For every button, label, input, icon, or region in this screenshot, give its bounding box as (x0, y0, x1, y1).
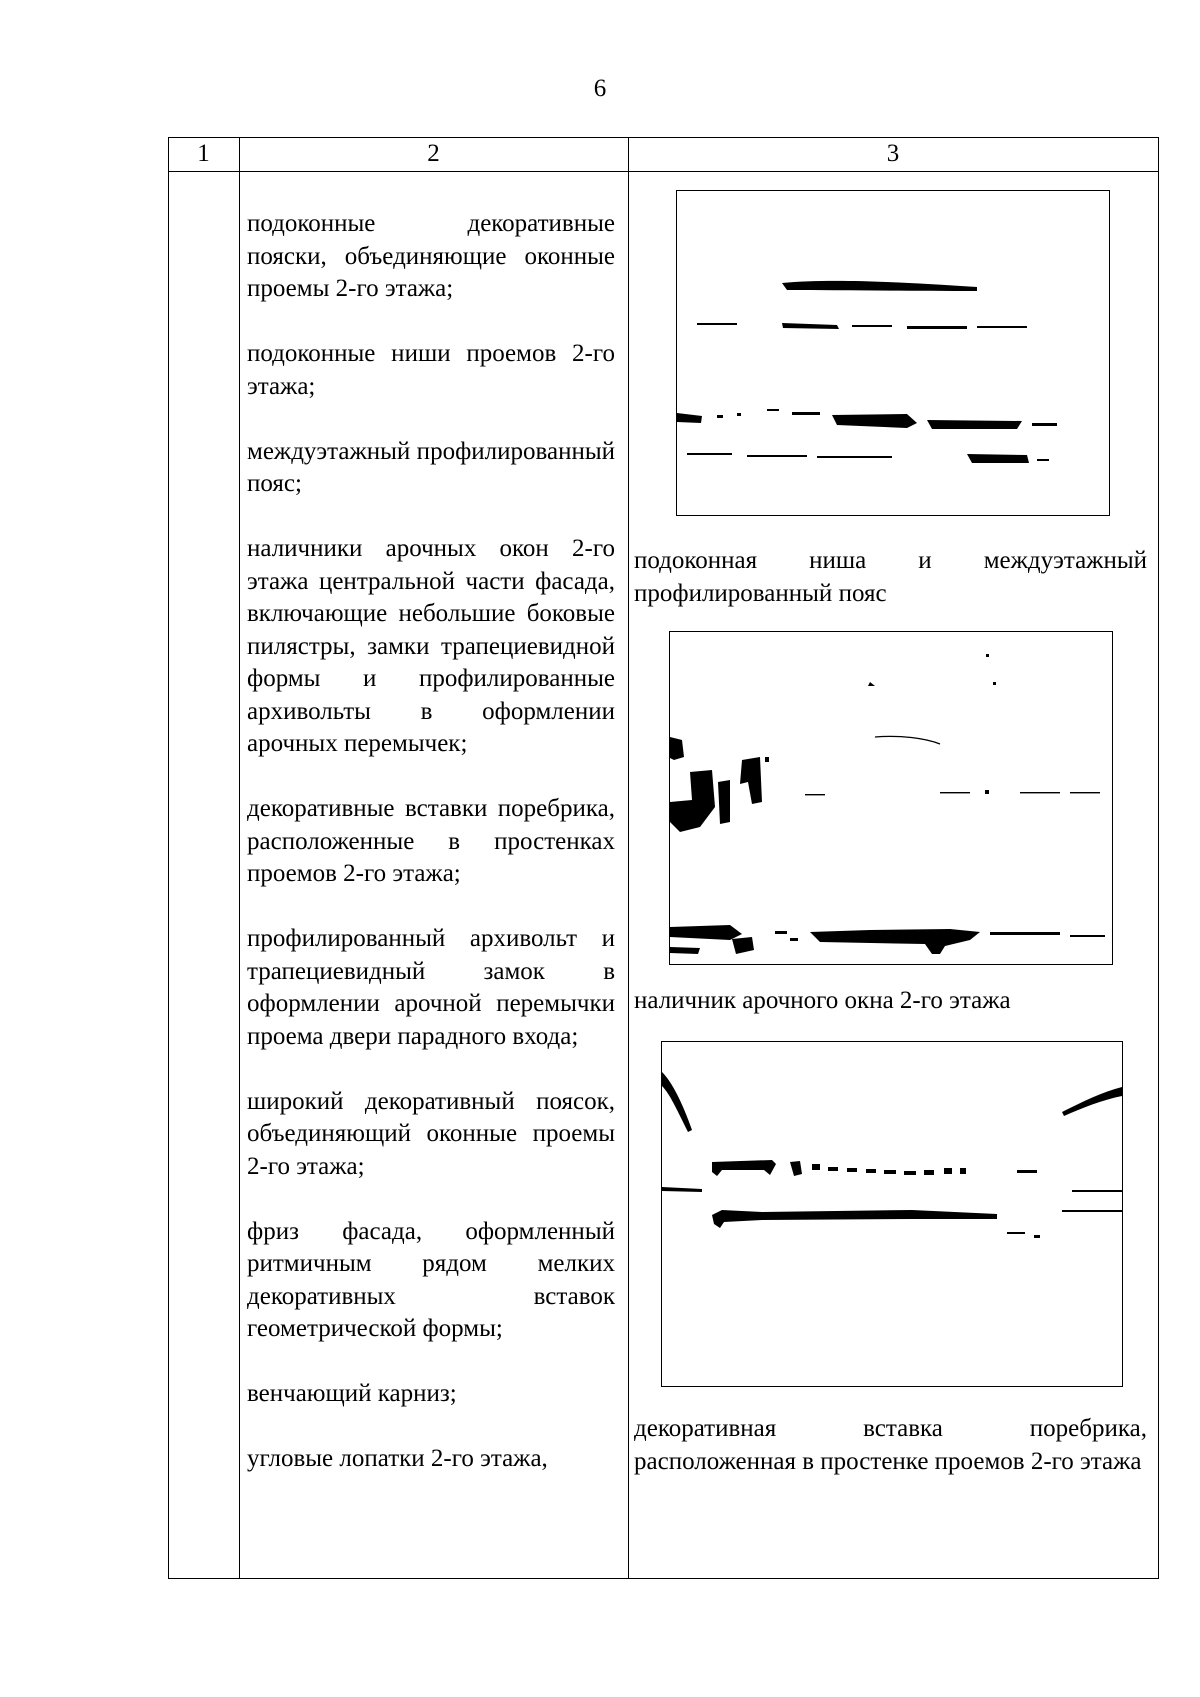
table-col-divider-1 (239, 137, 240, 1579)
photo-caption: наличник арочного окна 2-го этажа (634, 987, 1011, 1014)
description-item: подоконные декоративные пояски, объединяющие оконные проемы 2-го этажа; (247, 210, 615, 302)
photo-caption-3-wrap (634, 1413, 1147, 1478)
photo-caption-1-wrap (634, 545, 1147, 610)
facade-photo-2 (669, 631, 1113, 965)
description-column (247, 208, 615, 1508)
facade-photo-1 (676, 190, 1110, 516)
description-item: венчающий карниз; (247, 1380, 457, 1407)
description-item: фриз фасада, оформленный ритмичным рядом мелких декоративных вставок геометрической формы; (247, 1217, 615, 1342)
description-item: подоконные ниши проемов 2-го этажа; (247, 340, 615, 400)
description-item: широкий декоративный поясок, объединяющий оконные проемы 2-го этажа; (247, 1087, 615, 1180)
description-item: профилированный архивольт и трапециевидный замок в оформлении арочной перемычки проема двери парадного входа; (247, 925, 615, 1050)
table-right-border (1158, 137, 1159, 1579)
table-header-col2: 2 (427, 140, 440, 167)
table-header-col3: 3 (886, 140, 900, 167)
description-item: наличники арочных окон 2-го этажа центральной части фасада, включающие небольшие боковые пилястры, замки трапециевидной формы и профилированные архивольты в оформлении арочных перемычек; (247, 535, 615, 757)
table-col-divider-2 (628, 137, 629, 1579)
photo-caption-2-wrap (634, 985, 1147, 1018)
facade-photo-3 (661, 1041, 1123, 1387)
table-header-col1: 1 (197, 140, 210, 167)
table-header-bottom-border (168, 171, 1159, 172)
table-bottom-border (168, 1578, 1159, 1579)
description-item: декоративные вставки поребрика, расположенные в простенках проемов 2-го этажа; (247, 795, 615, 887)
description-item: междуэтажный профилированный пояс; (247, 437, 615, 497)
table-left-border (168, 137, 169, 1579)
description-item: угловые лопатки 2-го этажа, (247, 1445, 548, 1472)
photo-caption: декоративная вставка поребрика, расположенная в простенке проемов 2-го этажа (634, 1415, 1147, 1475)
photo-caption: подоконная ниша и междуэтажный профилированный пояс (634, 547, 1147, 607)
page-number: 6 (593, 75, 607, 102)
